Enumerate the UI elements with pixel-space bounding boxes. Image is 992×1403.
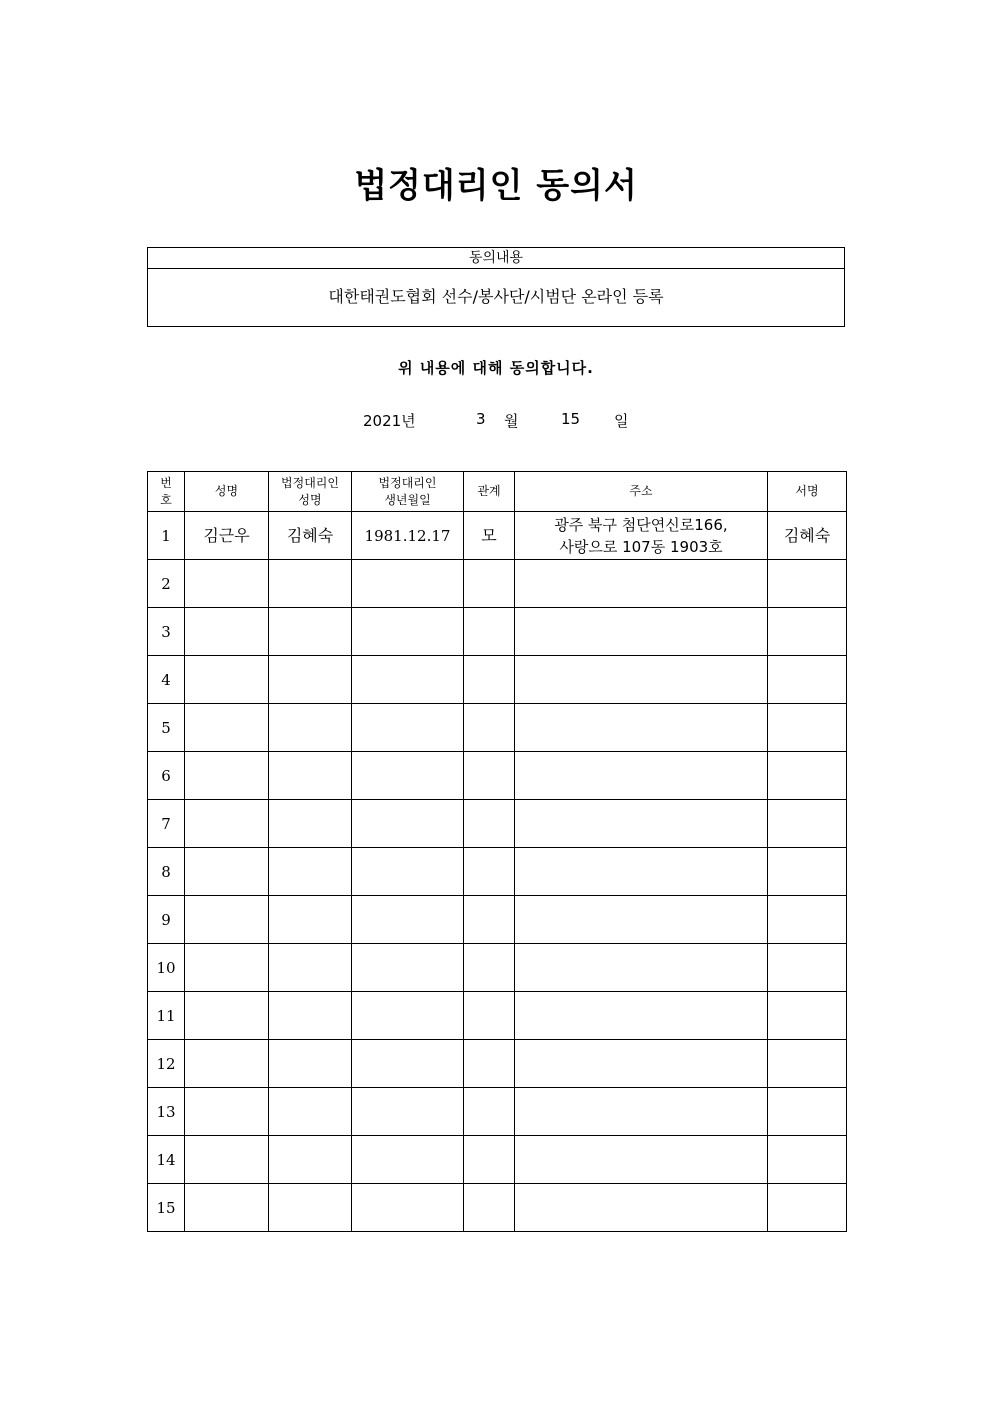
relation[interactable] (464, 944, 515, 992)
table-row (148, 656, 847, 704)
table-row (148, 608, 847, 656)
address[interactable] (515, 800, 768, 848)
table-header-row (148, 472, 847, 512)
row-number: 4 (148, 656, 185, 704)
table-row (148, 992, 847, 1040)
table-row (148, 560, 847, 608)
relation[interactable] (464, 896, 515, 944)
student-name[interactable]: 김근우 (185, 512, 269, 560)
date-day: 15 (561, 410, 581, 428)
header-signature: 서명 (768, 472, 847, 512)
guardian-name[interactable] (269, 1040, 352, 1088)
student-name[interactable] (185, 752, 269, 800)
row-number: 12 (148, 1040, 185, 1088)
guardian-birthdate[interactable] (352, 800, 464, 848)
guardian-birthdate[interactable] (352, 656, 464, 704)
relation[interactable] (464, 608, 515, 656)
student-name[interactable] (185, 848, 269, 896)
guardian-birthdate[interactable] (352, 896, 464, 944)
guardian-birthdate[interactable] (352, 704, 464, 752)
student-name[interactable] (185, 944, 269, 992)
signature[interactable] (768, 1040, 847, 1088)
guardian-table (147, 471, 847, 1232)
header-name: 성명 (185, 472, 269, 512)
consent-header: 동의내용 (148, 248, 844, 269)
relation[interactable] (464, 1088, 515, 1136)
row-number: 1 (148, 512, 185, 560)
student-name[interactable] (185, 1184, 269, 1232)
signature[interactable] (768, 752, 847, 800)
relation[interactable] (464, 800, 515, 848)
address[interactable] (515, 656, 768, 704)
guardian-birthdate[interactable] (352, 608, 464, 656)
guardian-name[interactable] (269, 656, 352, 704)
header-number: 번 호 (148, 472, 185, 512)
guardian-name[interactable] (269, 800, 352, 848)
guardian-name[interactable] (269, 992, 352, 1040)
signature[interactable] (768, 800, 847, 848)
date-month-label: 월 (504, 412, 519, 430)
address[interactable] (515, 1040, 768, 1088)
guardian-birthdate[interactable] (352, 992, 464, 1040)
signature[interactable] (768, 608, 847, 656)
agreement-statement: 위 내용에 대해 동의합니다. (398, 359, 594, 377)
document-title: 법정대리인 동의서 (354, 166, 638, 206)
relation[interactable] (464, 560, 515, 608)
row-number: 13 (148, 1088, 185, 1136)
row-number: 2 (148, 560, 185, 608)
row-number: 3 (148, 608, 185, 656)
table-row (148, 704, 847, 752)
student-name[interactable] (185, 992, 269, 1040)
row-number: 14 (148, 1136, 185, 1184)
table-row (148, 1040, 847, 1088)
relation[interactable] (464, 752, 515, 800)
student-name[interactable] (185, 1040, 269, 1088)
guardian-birthdate[interactable] (352, 1184, 464, 1232)
address[interactable] (515, 1088, 768, 1136)
guardian-birthdate[interactable] (352, 944, 464, 992)
guardian-name[interactable] (269, 848, 352, 896)
row-number: 6 (148, 752, 185, 800)
header-guardian-name: 법정대리인 성명 (269, 472, 352, 512)
row-number: 15 (148, 1184, 185, 1232)
header-relation: 관계 (464, 472, 515, 512)
relation[interactable]: 모 (464, 512, 515, 560)
table-row (148, 1088, 847, 1136)
date-year: 2021년 (363, 412, 416, 430)
student-name[interactable] (185, 608, 269, 656)
guardian-name[interactable] (269, 944, 352, 992)
address[interactable] (515, 752, 768, 800)
guardian-name[interactable] (269, 1184, 352, 1232)
address[interactable] (515, 560, 768, 608)
guardian-name[interactable] (269, 1088, 352, 1136)
table-row (148, 944, 847, 992)
address[interactable] (515, 1184, 768, 1232)
address[interactable] (515, 848, 768, 896)
row-number: 10 (148, 944, 185, 992)
date-day-label: 일 (614, 412, 629, 430)
relation[interactable] (464, 1040, 515, 1088)
relation[interactable] (464, 1184, 515, 1232)
date-month: 3 (476, 410, 486, 428)
student-name[interactable] (185, 1088, 269, 1136)
guardian-name[interactable] (269, 752, 352, 800)
address[interactable] (515, 896, 768, 944)
relation[interactable] (464, 704, 515, 752)
signature[interactable] (768, 1136, 847, 1184)
signature[interactable] (768, 848, 847, 896)
guardian-birthdate[interactable] (352, 1040, 464, 1088)
row-number: 11 (148, 992, 185, 1040)
guardian-birthdate[interactable] (352, 1136, 464, 1184)
guardian-name[interactable] (269, 1136, 352, 1184)
guardian-name[interactable] (269, 896, 352, 944)
signature[interactable] (768, 992, 847, 1040)
header-address: 주소 (515, 472, 768, 512)
address[interactable] (515, 944, 768, 992)
signature[interactable] (768, 896, 847, 944)
table-row (148, 896, 847, 944)
relation[interactable] (464, 1136, 515, 1184)
table-row (148, 752, 847, 800)
student-name[interactable] (185, 656, 269, 704)
student-name[interactable] (185, 560, 269, 608)
table-row (148, 512, 847, 560)
relation[interactable] (464, 992, 515, 1040)
relation[interactable] (464, 848, 515, 896)
signature[interactable]: 김혜숙 (768, 512, 847, 560)
address[interactable] (515, 608, 768, 656)
signature[interactable] (768, 944, 847, 992)
address[interactable]: 광주 북구 첨단연신로166, 사랑으로 107동 1903호 (515, 512, 768, 560)
student-name[interactable] (185, 896, 269, 944)
student-name[interactable] (185, 800, 269, 848)
address[interactable] (515, 1136, 768, 1184)
row-number: 8 (148, 848, 185, 896)
guardian-name[interactable] (269, 608, 352, 656)
row-number: 7 (148, 800, 185, 848)
row-number: 9 (148, 896, 185, 944)
table-row (148, 1136, 847, 1184)
guardian-name[interactable]: 김혜숙 (269, 512, 352, 560)
consent-box (147, 247, 845, 327)
header-guardian-birth: 법정대리인 생년월일 (352, 472, 464, 512)
consent-body: 대한태권도협회 선수/봉사단/시범단 온라인 등록 (328, 287, 664, 306)
signature[interactable] (768, 1184, 847, 1232)
signature[interactable] (768, 1088, 847, 1136)
signature[interactable] (768, 656, 847, 704)
relation[interactable] (464, 656, 515, 704)
table-row (148, 800, 847, 848)
guardian-birthdate[interactable] (352, 752, 464, 800)
address[interactable] (515, 704, 768, 752)
guardian-birthdate[interactable] (352, 560, 464, 608)
table-row (148, 848, 847, 896)
guardian-birthdate[interactable]: 1981.12.17 (352, 512, 464, 560)
table-row (148, 1184, 847, 1232)
address[interactable] (515, 992, 768, 1040)
guardian-name[interactable] (269, 704, 352, 752)
signature[interactable] (768, 560, 847, 608)
student-name[interactable] (185, 704, 269, 752)
signature[interactable] (768, 704, 847, 752)
row-number: 5 (148, 704, 185, 752)
guardian-name[interactable] (269, 560, 352, 608)
student-name[interactable] (185, 1136, 269, 1184)
guardian-birthdate[interactable] (352, 1088, 464, 1136)
guardian-birthdate[interactable] (352, 848, 464, 896)
